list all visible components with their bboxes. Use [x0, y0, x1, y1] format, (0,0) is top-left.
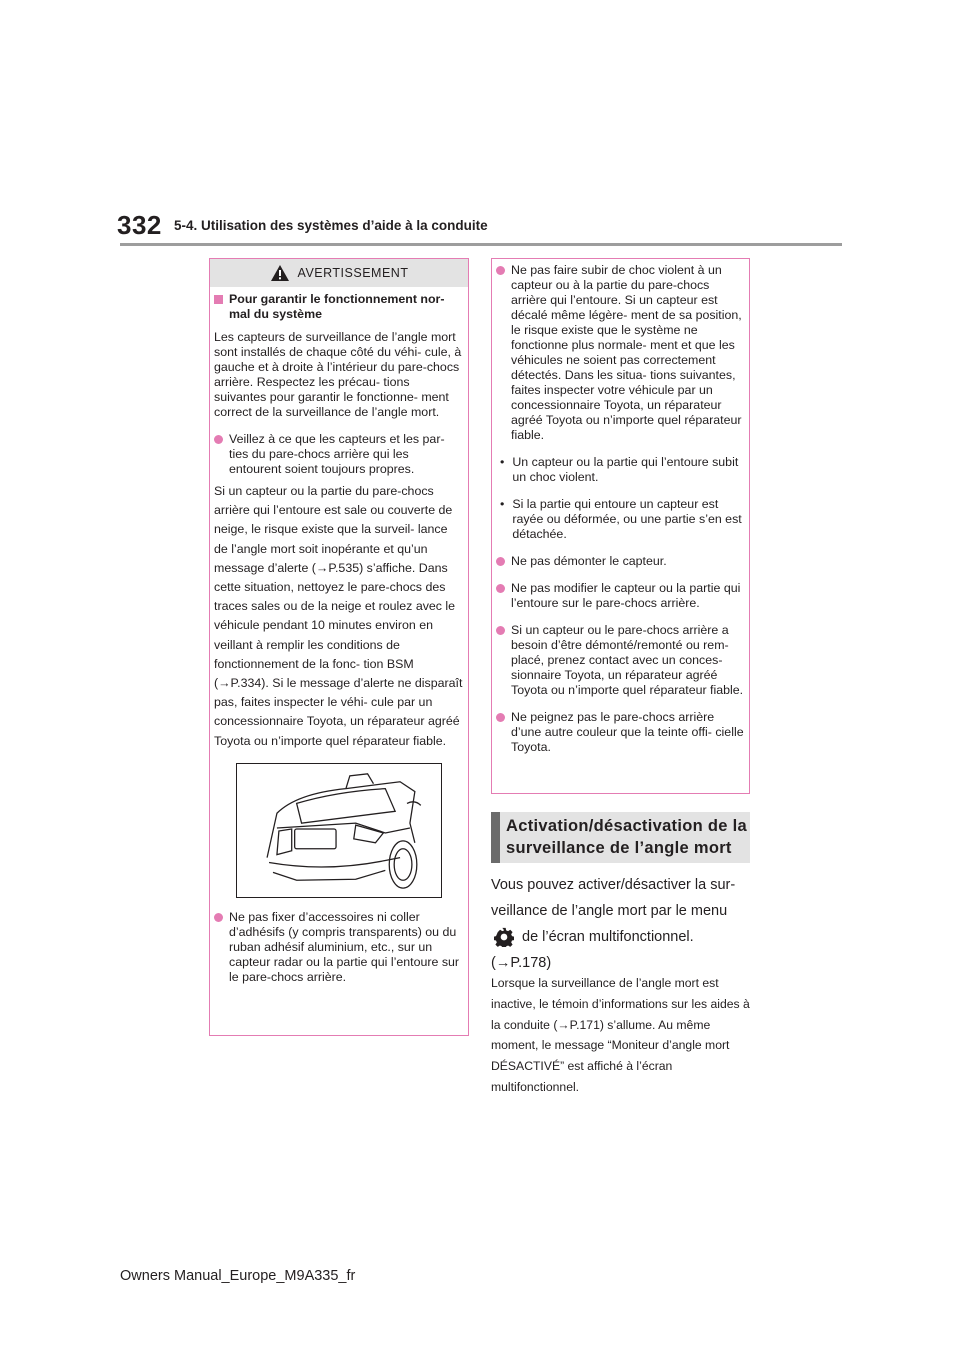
activation-line2: de l’écran multifonctionnel. [522, 929, 694, 945]
bullet-detail: Si un capteur ou la partie du pare-chocs arrière qui l’entoure est sale ou couverte de neige, le risque existe que la surveil- lance de l’angle mort soit inopérante et qu’un message d’alerte (→P.535) s’affiche. Dans cette situation, nettoyez le pare-chocs des traces sales ou de la neige et roulez avec le véhicule pendant 10 minutes environ en veillant à remplir les conditions de fonctionnement de la fonc- tion BSM (→P.334). Si le message d’alerte ne disparaît pas, faites inspecter le véhi- cule par un concessionnaire Toyota, un réparateur agréé Toyota ou n’importe quel réparateur fiable. [214, 484, 463, 748]
round-bullet-icon [496, 584, 505, 593]
menu-reference [491, 924, 761, 950]
sub-list-item [500, 497, 745, 542]
activation-detail: Lorsque la surveillance de l’angle mort est inactive, le témoin d’informations sur les aides à la conduite (→P.171) s’allume. Au même moment, le message “Moniteur d’angle mort DÉSACTIVÉ” est affiché à l’écran multifonctionnel. [491, 976, 750, 1094]
list-item [496, 554, 745, 569]
sub-bullet-marker: • [500, 455, 505, 469]
car-rear-icon [237, 764, 441, 897]
warning-header [210, 259, 468, 287]
list-item [214, 432, 464, 477]
bullet-text: Ne pas démonter le capteur. [511, 554, 667, 568]
round-bullet-icon [496, 626, 505, 635]
activation-heading [491, 812, 750, 863]
activation-title: Activation/désactivation de la surveillance de l’angle mort [506, 817, 747, 857]
warning-intro: Les capteurs de surveillance de l’angle mort sont installés de chaque côté du véhi- cule, à gauche et à droite à l’intérieur du pare-chocs arrière. Respectez les précau- tions suivantes pour garantir le fonctionne- ment correct de la surveillance de l’angle mort. [214, 330, 462, 419]
warning-title: AVERTISSEMENT [297, 266, 409, 280]
sub-bullet-marker: • [500, 497, 505, 511]
rear-bumper-illustration [236, 763, 442, 898]
list-item [214, 910, 464, 985]
round-bullet-icon [496, 557, 505, 566]
list-item [496, 263, 745, 443]
list-item [496, 710, 745, 755]
warning-content [214, 292, 464, 997]
sub-bullet-text: Si la partie qui entoure un capteur est rayée ou déformée, ou une partie s’en est détachée. [512, 497, 742, 541]
page-number: 332 [117, 210, 162, 240]
footer-document-id: Owners Manual_Europe_M9A335_fr [120, 1268, 356, 1284]
bullet-text: Veillez à ce que les capteurs et les par- ties du pare-chocs arrière qui les entourent soient toujours propres. [229, 432, 445, 476]
bullet-text: Ne pas fixer d’accessoires ni coller d’adhésifs (y compris transparents) ou du ruban adhésif aluminium, etc., sur un capteur radar ou la partie qui l’entoure sur le pare-chocs arrière. [229, 909, 460, 984]
round-bullet-icon [214, 913, 223, 922]
round-bullet-icon [496, 713, 505, 722]
heading-accent-bar [491, 812, 500, 863]
round-bullet-icon [496, 266, 505, 275]
activation-body [491, 872, 761, 976]
page-reference: (→P.178) [491, 955, 552, 971]
list-item [496, 623, 745, 698]
square-bullet-icon [214, 295, 223, 304]
header-divider [120, 243, 842, 246]
sub-bullet-text: Un capteur ou la partie qui l’entoure subit un choc violent. [512, 455, 739, 484]
bullet-text: Ne peignez pas le pare-chocs arrière d’une autre couleur que la teinte offi- cielle Toyota. [511, 710, 744, 754]
warning-heading-text: Pour garantir le fonctionnement nor- mal du système [229, 292, 445, 321]
warning-heading [214, 292, 464, 322]
sub-list-item [500, 455, 745, 485]
warning-continued-content [496, 263, 745, 767]
round-bullet-icon [214, 435, 223, 444]
settings-gear-icon [494, 927, 514, 947]
section-title: 5-4. Utilisation des systèmes d’aide à la conduite [174, 218, 488, 233]
activation-line1: Vous pouvez activer/désactiver la sur- veillance de l’angle mort par le menu [491, 877, 736, 919]
bullet-text: Ne pas faire subir de choc violent à un capteur ou à la partie du pare-chocs arrière qui l’entoure. Si un capteur est décalé même légère- ment de sa position, le risque existe que le système ne fonctionne plus normale- ment et que les véhicules ne soient pas correctement détectés. Dans les situa- tions suivantes, faites inspecter votre véhicule par un concessionnaire Toyota, un réparateur agréé Toyota ou n’importe quel réparateur fiable. [511, 263, 742, 442]
bullet-text: Si un capteur ou le pare-chocs arrière a besoin d’être démonté/remonté ou rem- placé, prenez contact avec un conces- sionnaire Toyota, un réparateur agréé Toyota ou n’importe quel réparateur fiable. [511, 623, 744, 697]
bullet-text: Ne pas modifier le capteur ou la partie qui l’entoure sur le pare-chocs arrière. [511, 581, 741, 610]
warning-triangle-icon [270, 264, 290, 282]
list-item [496, 581, 745, 611]
